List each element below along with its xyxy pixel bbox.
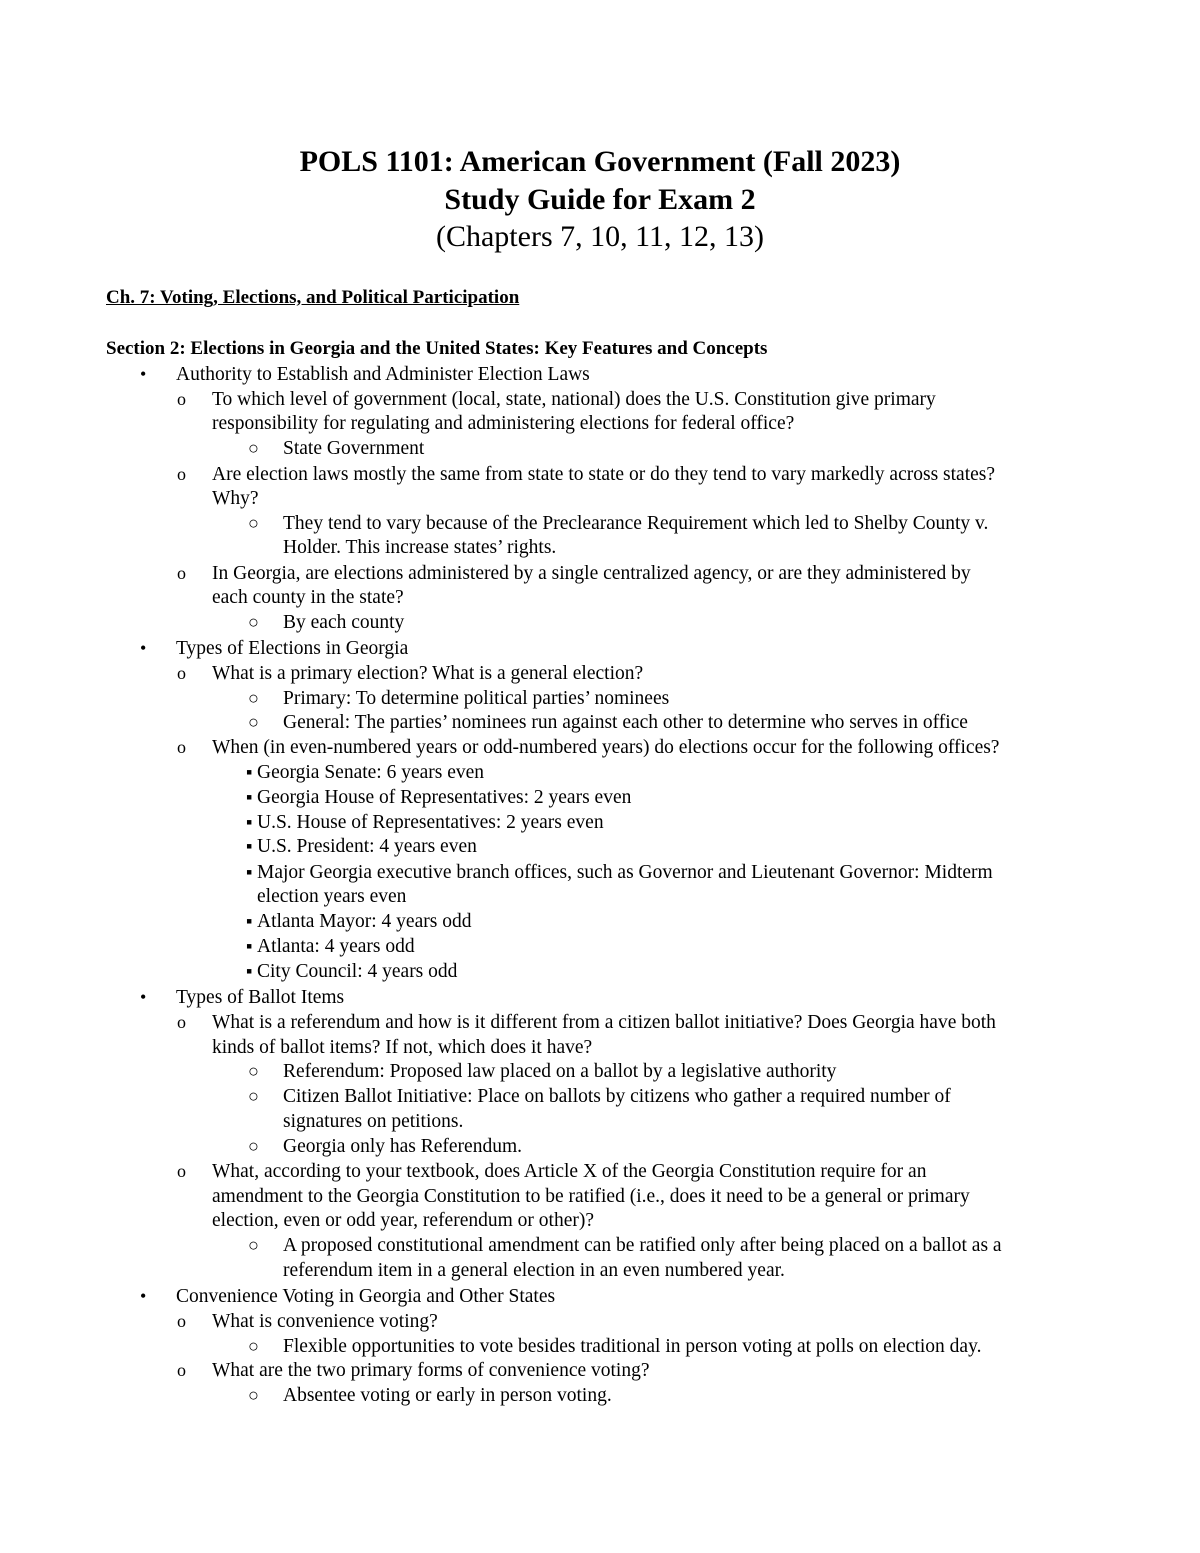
ring-bullet-icon: ○ (248, 612, 259, 632)
list-item: Citizen Ballot Initiative: Place on ballots by citizens who gather a required number of (283, 1086, 951, 1107)
list-item: They tend to vary because of the Preclearance Requirement which led to Shelby County v. (283, 513, 989, 534)
circle-bullet-icon: o (177, 1311, 186, 1331)
circle-bullet-icon: o (177, 737, 186, 757)
disc-bullet-icon: • (140, 638, 147, 658)
list-item: kinds of ballot items? If not, which does it have? (212, 1037, 593, 1058)
list-item: When (in even-numbered years or odd-numbered years) do elections occur for the following offices? (212, 737, 1000, 758)
circle-bullet-icon: o (177, 663, 186, 683)
list-item: each county in the state? (212, 587, 404, 608)
ring-bullet-icon: ○ (248, 1235, 259, 1255)
list-item: What is a primary election? What is a general election? (212, 663, 644, 684)
list-item: General: The parties’ nominees run against each other to determine who serves in office (283, 712, 968, 733)
square-bullet-icon: ▪ (246, 862, 253, 882)
list-item: signatures on petitions. (283, 1111, 464, 1132)
list-item: Types of Ballot Items (176, 987, 345, 1008)
disc-bullet-icon: • (140, 364, 147, 384)
list-item: Atlanta: 4 years odd (257, 936, 415, 957)
square-bullet-icon: ▪ (246, 812, 253, 832)
list-item: Primary: To determine political parties’ nominees (283, 688, 670, 709)
ring-bullet-icon: ○ (248, 712, 259, 732)
list-item: Georgia Senate: 6 years even (257, 762, 485, 783)
list-item: U.S. House of Representatives: 2 years even (257, 812, 604, 833)
list-item: Flexible opportunities to vote besides traditional in person voting at polls on election day. (283, 1336, 982, 1357)
circle-bullet-icon: o (177, 464, 186, 484)
list-item: To which level of government (local, state, national) does the U.S. Constitution give primary (212, 389, 936, 410)
list-item: responsibility for regulating and administering elections for federal office? (212, 413, 795, 434)
list-item: U.S. President: 4 years even (257, 836, 477, 857)
list-item: Atlanta Mayor: 4 years odd (257, 911, 472, 932)
circle-bullet-icon: o (177, 563, 186, 583)
document-title: POLS 1101: American Government (Fall 2023) (299, 145, 901, 178)
ring-bullet-icon: ○ (248, 1385, 259, 1405)
list-item: Holder. This increase states’ rights. (283, 537, 557, 558)
list-item: Absentee voting or early in person voting. (283, 1385, 612, 1406)
square-bullet-icon: ▪ (246, 961, 253, 981)
list-item: amendment to the Georgia Constitution to be ratified (i.e., does it need to be a general or primary (212, 1186, 970, 1207)
circle-bullet-icon: o (177, 389, 186, 409)
list-item: Major Georgia executive branch offices, such as Governor and Lieutenant Governor: Midterm (257, 862, 993, 883)
ring-bullet-icon: ○ (248, 438, 259, 458)
circle-bullet-icon: o (177, 1012, 186, 1032)
document-subtitle: (Chapters 7, 10, 11, 12, 13) (435, 220, 764, 253)
list-item: What is convenience voting? (212, 1311, 438, 1332)
disc-bullet-icon: • (140, 1286, 147, 1306)
list-item: What is a referendum and how is it different from a citizen ballot initiative? Does Georgia have both (212, 1012, 996, 1033)
list-item: What, according to your textbook, does Article X of the Georgia Constitution require for an (212, 1161, 927, 1182)
square-bullet-icon: ▪ (246, 936, 253, 956)
list-item: What are the two primary forms of convenience voting? (212, 1360, 650, 1381)
list-item: State Government (283, 438, 425, 459)
circle-bullet-icon: o (177, 1360, 186, 1380)
document-title-line2: Study Guide for Exam 2 (444, 183, 756, 216)
list-item: City Council: 4 years odd (257, 961, 458, 982)
square-bullet-icon: ▪ (246, 787, 253, 807)
list-item: election, even or odd year, referendum or other)? (212, 1210, 594, 1231)
chapter-heading: Ch. 7: Voting, Elections, and Political Participation (106, 287, 520, 308)
list-item: A proposed constitutional amendment can be ratified only after being placed on a ballot as a (283, 1235, 1002, 1256)
list-item: Referendum: Proposed law placed on a ballot by a legislative authority (283, 1061, 837, 1082)
ring-bullet-icon: ○ (248, 1061, 259, 1081)
list-item: By each county (283, 612, 405, 633)
list-item: In Georgia, are elections administered by a single centralized agency, or are they administered by (212, 563, 971, 584)
list-item: Georgia only has Referendum. (283, 1136, 522, 1157)
list-item: Why? (212, 488, 259, 509)
ring-bullet-icon: ○ (248, 688, 259, 708)
square-bullet-icon: ▪ (246, 836, 253, 856)
list-item: referendum item in a general election in an even numbered year. (283, 1260, 785, 1281)
list-item: Georgia House of Representatives: 2 years even (257, 787, 632, 808)
ring-bullet-icon: ○ (248, 513, 259, 533)
ring-bullet-icon: ○ (248, 1136, 259, 1156)
section-heading: Section 2: Elections in Georgia and the United States: Key Features and Concepts (106, 338, 768, 359)
ring-bullet-icon: ○ (248, 1336, 259, 1356)
list-item: election years even (257, 886, 407, 907)
square-bullet-icon: ▪ (246, 762, 253, 782)
disc-bullet-icon: • (140, 987, 147, 1007)
list-item: Types of Elections in Georgia (176, 638, 409, 659)
list-item: Convenience Voting in Georgia and Other States (176, 1286, 556, 1307)
square-bullet-icon: ▪ (246, 911, 253, 931)
ring-bullet-icon: ○ (248, 1086, 259, 1106)
list-item: Are election laws mostly the same from state to state or do they tend to vary markedly across states? (212, 464, 996, 485)
list-item: Authority to Establish and Administer Election Laws (176, 364, 590, 385)
circle-bullet-icon: o (177, 1161, 186, 1181)
